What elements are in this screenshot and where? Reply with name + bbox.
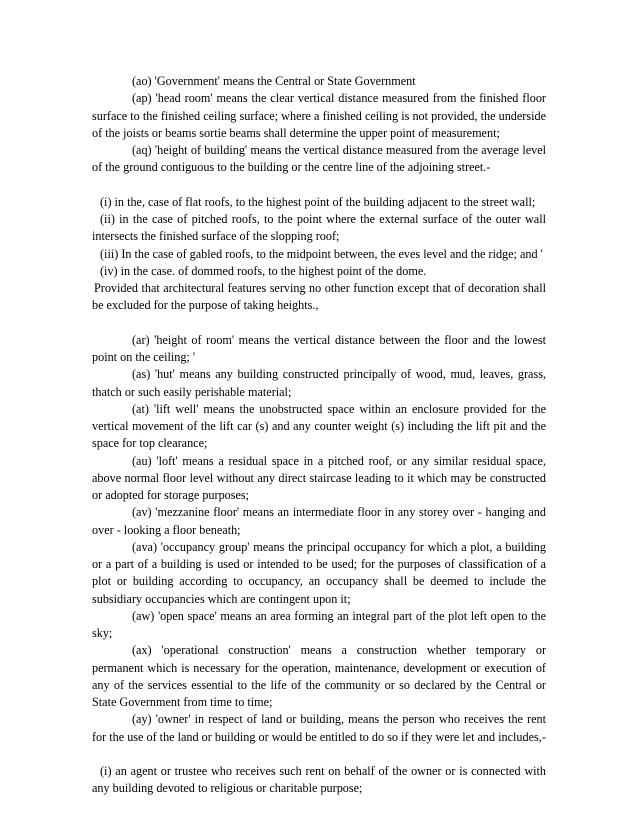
definition-paragraph: (ar) 'height of room' means the vertical distance between the floor and the lowest point on the ceiling; ': [92, 332, 546, 364]
blank-line: [92, 315, 546, 332]
definition-paragraph: (at) 'lift well' means the unobstructed space within an enclosure provided for the vertical movement of the lift car (s) and any counter weight (s) including the lift pit and the space for top clearance;: [92, 401, 546, 451]
definition-paragraph: (av) 'mezzanine floor' means an intermediate floor in any storey over - hanging and over - looking a floor beneath;: [92, 505, 546, 537]
proviso-paragraph: Provided that architectural features serving no other function except that of decoration shall be excluded for the purpose of taking heights.,: [92, 281, 546, 313]
subclause-paragraph: (i) in the, case of flat roofs, to the highest point of the building adjacent to the street wall;: [100, 194, 536, 209]
definition-paragraph: (ap) 'head room' means the clear vertical distance measured from the finished floor surface to the finished ceiling surface; where a finished ceiling is not provided, the underside of the joists or beams sortie beams shall determine the upper point of measurement;: [92, 91, 546, 140]
definition-paragraph: (aw) 'open space' means an area forming an integral part of the plot left open to the sky;: [92, 608, 546, 640]
subclause-paragraph: (ii) in the case of pitched roofs, to the point where the external surface of the outer wall intersects the finished surface of the slopping roof;: [92, 212, 546, 244]
blank-line: [92, 177, 546, 194]
definition-paragraph: (au) 'loft' means a residual space in a pitched roof, or any similar residual space, above normal floor level without any direct staircase leading to it which may be constructed or adopted for storage purposes;: [92, 453, 546, 502]
definition-paragraph: (aq) 'height of building' means the vertical distance measured from the average level of the ground contiguous to the building or the centre line of the adjoining street.-: [92, 143, 546, 175]
subclause-paragraph: (iv) in the case. of dommed roofs, to the highest point of the dome.: [100, 263, 427, 278]
definition-paragraph: (ax) 'operational construction' means a construction whether temporary or permanent which is necessary for the operation, maintenance, development or execution of any of the services essential to the life of the community or so declared by the Central or State Government from time to time;: [92, 643, 546, 709]
definition-paragraph: (ay) 'owner' in respect of land or building, means the person who receives the rent for the use of the land or building or would be entitled to do so if they were let and includes,-: [92, 712, 546, 744]
definition-paragraph: (ao) 'Government' means the Central or State Government: [132, 74, 416, 88]
blank-line: [92, 746, 546, 763]
subclause-paragraph: (iii) In the case of gabled roofs, to the midpoint between, the eves level and the ridge; and ': [100, 246, 543, 261]
definition-paragraph: (as) 'hut' means any building constructed principally of wood, mud, leaves, grass, thatch or such easily perishable material;: [92, 367, 546, 399]
subclause-paragraph: (i) an agent or trustee who receives such rent on behalf of the owner or is connected with any building devoted to religious or charitable purpose;: [92, 764, 546, 796]
definition-paragraph: (ava) 'occupancy group' means the principal occupancy for which a plot, a building or a part of a building is used or intended to be used; for the purposes of classification of a plot or building according to occupancy, an occupancy shall be deemed to include the subsidiary occupancies which are contingent upon it;: [92, 539, 546, 606]
